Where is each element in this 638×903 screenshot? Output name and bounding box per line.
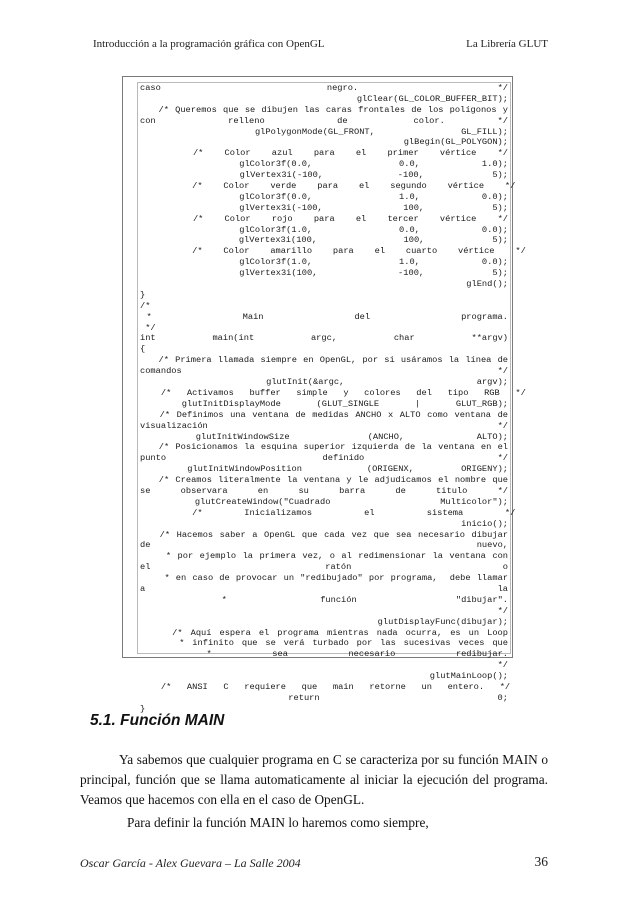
footer-authors: Oscar García - Alex Guevara – La Salle 2004 [80,856,301,870]
code-line: /* Inicializamos el sistema */ [140,507,516,518]
code-line: return 0; [140,692,508,703]
code-line: /* [140,300,151,311]
code-line: glutDisplayFunc(dibujar); [377,616,508,627]
code-line: punto definido */ [140,453,508,464]
code-line: /* Color amarillo para el cuarto vértice */ [140,246,526,257]
running-header-chapter: La Librería GLUT [466,38,548,50]
code-line: /* Posicionamos la esquina superior izquierda de la ventana en el [140,442,508,453]
code-line: glColor3f(0.0, 1.0, 0.0); [140,191,508,202]
code-line: /* Aquí espera el programa mientras nada ocurra, es un Loop [140,627,508,638]
code-line: glutInit(&argc, argv); [140,377,508,388]
code-line: /* Primera llamada siempre en OpenGL, por si usáramos la línea de [140,355,508,366]
code-line: */ [497,660,508,671]
code-line: /* ANSI C requiere que main retorne un entero. */ [140,681,511,692]
code-line: glutInitWindowSize (ANCHO, ALTO); [140,431,508,442]
code-line: glVertex3i(-100, 100, 5); [140,202,508,213]
code-line: glColor3f(1.0, 0.0, 0.0); [140,224,508,235]
section-title: 5.1. Función MAIN [90,712,225,729]
body-paragraph-1: Ya sabemos que cualquier programa en C se caracteriza por su función MAIN o principal, función que se llama automaticamente al iniciar la ejecución del programa. Veamos que hacemos con ella en el caso de OpenGL. [80,752,548,807]
code-line: glutCreateWindow("Cuadrado Multicolor"); [140,496,508,507]
code-line: /* Color azul para el primer vértice */ [140,148,508,159]
code-line: visualización */ [140,420,508,431]
code-line: glVertex3i(100, 100, 5); [140,235,508,246]
code-line: glBegin(GL_POLYGON); [403,137,508,148]
code-line: glColor3f(1.0, 1.0, 0.0); [140,257,508,268]
code-line: */ [497,605,508,616]
code-line: * Main del programa. [140,311,508,322]
code-line: glClear(GL_COLOR_BUFFER_BIT); [356,93,508,104]
body-paragraph-2: Para definir la función MAIN lo haremos como siempre, [127,815,429,830]
code-line: glutInitWindowPosition (ORIGENX, ORIGENY); [140,464,508,475]
code-line: el ratón o [140,562,508,573]
code-line: { [140,344,146,355]
running-header-title: Introducción a la programación gráfica con OpenGL [93,38,325,50]
code-line: comandos */ [140,366,508,377]
code-line: * en caso de provocar un "redibujado" por programa, debe llamar [140,573,508,584]
code-line: */ [140,322,156,333]
code-line: /* Definimos una ventana de medidas ANCHO x ALTO como ventana de [140,409,508,420]
code-listing-inner [137,82,526,714]
code-listing [122,76,526,714]
code-line: glVertex3i(100, -100, 5); [140,268,508,279]
code-line: * función "dibujar". [140,594,508,605]
code-line: de nuevo, [140,540,508,551]
page-number: 36 [534,854,548,869]
code-line: * sea necesario redibujar. [140,649,508,660]
code-line: } [140,289,146,300]
code-line: glEnd(); [466,279,508,290]
code-line: /* Activamos buffer simple y colores del tipo RGB */ [140,387,526,398]
code-line: /* Color rojo para el tercer vértice */ [140,213,508,224]
code-line: glutInitDisplayMode (GLUT_SINGLE | GLUT_RGB); [140,398,508,409]
code-line: glColor3f(0.0, 0.0, 1.0); [140,159,508,170]
code-line: glVertex3i(-100, -100, 5); [140,170,508,181]
code-line: /* Queremos que se dibujen las caras frontales de los polígonos y [140,104,508,115]
code-line: glPolygonMode(GL_FRONT, GL_FILL); [140,126,508,137]
code-line: glutMainLoop(); [429,671,508,682]
code-line: se observara en su barra de titulo */ [140,485,508,496]
code-line: con relleno de color. */ [140,115,508,126]
code-line: int main(int argc, char **argv) [140,333,508,344]
code-line: /* Color verde para el segundo vértice */ [140,181,516,192]
code-line: a la [140,583,508,594]
code-line: * por ejemplo la primera vez, o al redimensionar la ventana con [140,551,508,562]
code-line: inicio(); [461,518,508,529]
code-line: } [140,703,146,714]
code-line: /* Creamos literalmente la ventana y le adjudicamos el nombre que [140,475,508,486]
code-line: * infinito que se verá turbado por las sucesivas veces que [140,638,508,649]
code-line: caso negro. */ [140,83,508,93]
code-line: /* Hacemos saber a OpenGL que cada vez que sea necesario dibujar [140,529,508,540]
